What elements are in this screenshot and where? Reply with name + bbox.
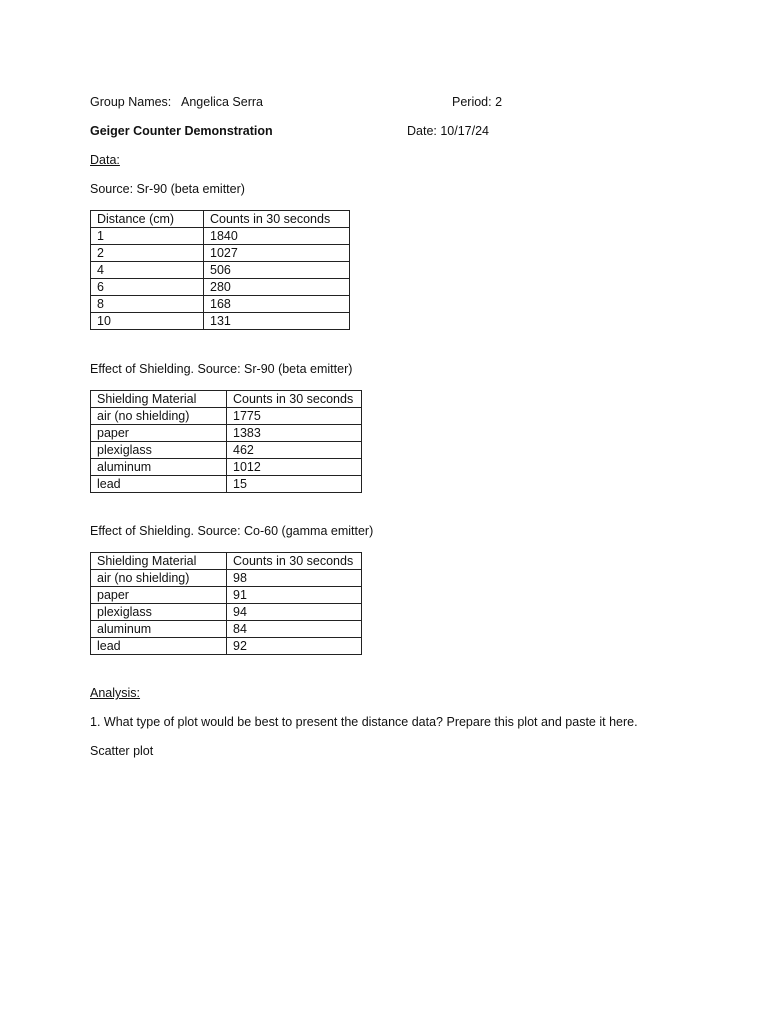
distance-table [90,210,350,330]
distance-table-row [91,296,350,313]
distance-table-cell: 10 [91,313,204,330]
analysis-question-1: 1. What type of plot would be best to present the distance data? Prepare this plot and paste it here. [90,715,638,729]
distance-table-row [91,313,350,330]
gamma-shielding-table-cell: aluminum [91,621,227,638]
gamma-shielding-table-cell: 84 [227,621,362,638]
beta-shielding-table-cell: 1775 [227,408,362,425]
distance-table-caption: Source: Sr-90 (beta emitter) [90,182,245,196]
beta-shielding-table-cell: 1012 [227,459,362,476]
gamma-shielding-table-column-header: Shielding Material [91,553,227,570]
beta-shielding-table-caption: Effect of Shielding. Source: Sr-90 (beta emitter) [90,362,353,376]
beta-shielding-table-cell: 1383 [227,425,362,442]
beta-shielding-table-cell: 15 [227,476,362,493]
beta-shielding-table-cell: lead [91,476,227,493]
beta-shielding-table-row [91,459,362,476]
distance-table-cell: 506 [204,262,350,279]
distance-table-cell: 4 [91,262,204,279]
group-names-label: Group Names: [90,95,172,109]
beta-shielding-table-row [91,442,362,459]
data-heading: Data: [90,153,120,167]
distance-table-cell: 2 [91,245,204,262]
beta-shielding-table-column-header: Counts in 30 seconds [227,391,362,408]
distance-table-column-header: Counts in 30 seconds [204,211,350,228]
distance-table-cell: 280 [204,279,350,296]
beta-shielding-table-cell: aluminum [91,459,227,476]
beta-shielding-table-cell: paper [91,425,227,442]
gamma-shielding-table-row [91,638,362,655]
distance-table-row [91,228,350,245]
gamma-shielding-table-row [91,587,362,604]
distance-table-column-header: Distance (cm) [91,211,204,228]
distance-table-cell: 131 [204,313,350,330]
distance-table-header-row [91,211,350,228]
beta-shielding-table-header-row [91,391,362,408]
distance-table-cell: 1840 [204,228,350,245]
distance-table-cell: 6 [91,279,204,296]
group-names-value: Angelica Serra [181,95,263,109]
distance-table-cell: 8 [91,296,204,313]
distance-table-row [91,245,350,262]
beta-shielding-table-cell: air (no shielding) [91,408,227,425]
gamma-shielding-table-row [91,621,362,638]
beta-shielding-table-column-header: Shielding Material [91,391,227,408]
distance-table-cell: 1027 [204,245,350,262]
gamma-shielding-table-cell: 94 [227,604,362,621]
gamma-shielding-table-caption: Effect of Shielding. Source: Co-60 (gamma emitter) [90,524,374,538]
gamma-shielding-table-cell: air (no shielding) [91,570,227,587]
analysis-heading: Analysis: [90,686,141,700]
gamma-shielding-table-cell: 91 [227,587,362,604]
document-title: Geiger Counter Demonstration [90,124,273,138]
beta-shielding-table-cell: 462 [227,442,362,459]
gamma-shielding-table-column-header: Counts in 30 seconds [227,553,362,570]
gamma-shielding-table-cell: paper [91,587,227,604]
gamma-shielding-table-header-row [91,553,362,570]
date-field: Date: 10/17/24 [407,124,490,138]
gamma-shielding-table-cell: 92 [227,638,362,655]
distance-table-row [91,262,350,279]
beta-shielding-table-cell: plexiglass [91,442,227,459]
beta-shielding-table-row [91,425,362,442]
gamma-shielding-table-cell: 98 [227,570,362,587]
gamma-shielding-table-cell: lead [91,638,227,655]
beta-shielding-table [90,390,362,493]
beta-shielding-table-row [91,408,362,425]
gamma-shielding-table [90,552,362,655]
gamma-shielding-table-row [91,570,362,587]
distance-table-cell: 1 [91,228,204,245]
distance-table-cell: 168 [204,296,350,313]
analysis-answer-1: Scatter plot [90,744,154,758]
period-field: Period: 2 [452,95,503,109]
distance-table-row [91,279,350,296]
gamma-shielding-table-cell: plexiglass [91,604,227,621]
beta-shielding-table-row [91,476,362,493]
gamma-shielding-table-row [91,604,362,621]
